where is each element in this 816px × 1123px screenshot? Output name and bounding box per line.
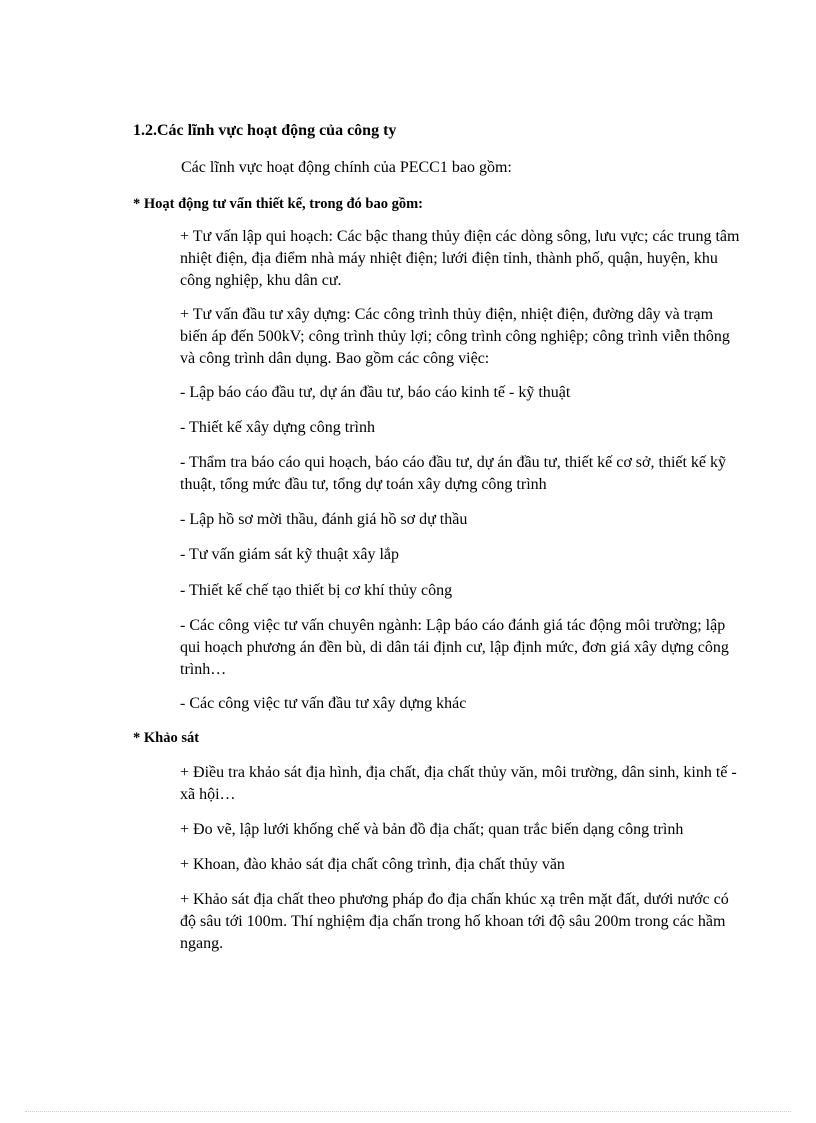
consulting-item-reports: - Lập báo cáo đầu tư, dự án đầu tư, báo cáo kinh tế - kỹ thuật <box>180 384 571 401</box>
consulting-item-supervision: - Tư vấn giám sát kỹ thuật xây lắp <box>180 546 399 563</box>
survey-item-drilling: + Khoan, đào khảo sát địa chất công trình, địa chất thủy văn <box>180 856 565 873</box>
consulting-item-investment: + Tư vấn đầu tư xây dựng: Các công trình thủy điện, nhiệt điện, đường dây và trạm biến áp đến 500kV; công trình thủy lợi; công trình công nghiệp; công trình viễn thông và công trình dân dụng. Bao gồm các công việc: <box>180 306 730 367</box>
consulting-item-bidding: - Lập hồ sơ mời thầu, đánh giá hồ sơ dự thầu <box>180 511 468 528</box>
consulting-section-title: * Hoạt động tư vấn thiết kế, trong đó bao gồm: <box>133 196 423 212</box>
intro-paragraph: Các lĩnh vực hoạt động chính của PECC1 bao gồm: <box>181 159 512 176</box>
consulting-item-mechanical: - Thiết kế chế tạo thiết bị cơ khí thủy công <box>180 582 453 599</box>
survey-section-title: * Khảo sát <box>133 730 200 746</box>
page-bottom-rule <box>25 1111 791 1112</box>
consulting-item-design: - Thiết kế xây dựng công trình <box>180 419 375 436</box>
consulting-item-specialized: - Các công việc tư vấn chuyên ngành: Lập báo cáo đánh giá tác động môi trường; lập qui hoạch phương án đền bù, di dân tái định cư, lập định mức, đơn giá xây dựng công trình… <box>180 617 729 678</box>
consulting-item-planning: + Tư vấn lập qui hoạch: Các bậc thang thủy điện các dòng sông, lưu vực; các trung tâm nhiệt điện, địa điểm nhà máy nhiệt điện; lưới điện tỉnh, thành phố, quận, huyện, khu công nghiệp, khu dân cư. <box>180 228 740 289</box>
consulting-item-other: - Các công việc tư vấn đầu tư xây dựng khác <box>180 695 467 712</box>
survey-item-mapping: + Đo vẽ, lập lưới khống chế và bản đồ địa chất; quan trắc biến dạng công trình <box>180 821 684 838</box>
survey-item-investigation: + Điều tra khảo sát địa hình, địa chất, địa chất thủy văn, môi trường, dân sinh, kinh tế - xã hội… <box>180 764 737 803</box>
survey-item-seismic: + Khảo sát địa chất theo phương pháp đo địa chấn khúc xạ trên mặt đất, dưới nước có độ sâu tới 100m. Thí nghiệm địa chấn trong hố khoan tới độ sâu 200m trong các hầm ngang. <box>180 891 729 952</box>
section-heading: 1.2.Các lĩnh vực hoạt động của công ty <box>133 122 397 139</box>
consulting-item-appraisal: - Thẩm tra báo cáo qui hoạch, báo cáo đầu tư, dự án đầu tư, thiết kế cơ sở, thiết kế kỹ thuật, tổng mức đầu tư, tổng dự toán xây dựng công trình <box>180 454 727 493</box>
